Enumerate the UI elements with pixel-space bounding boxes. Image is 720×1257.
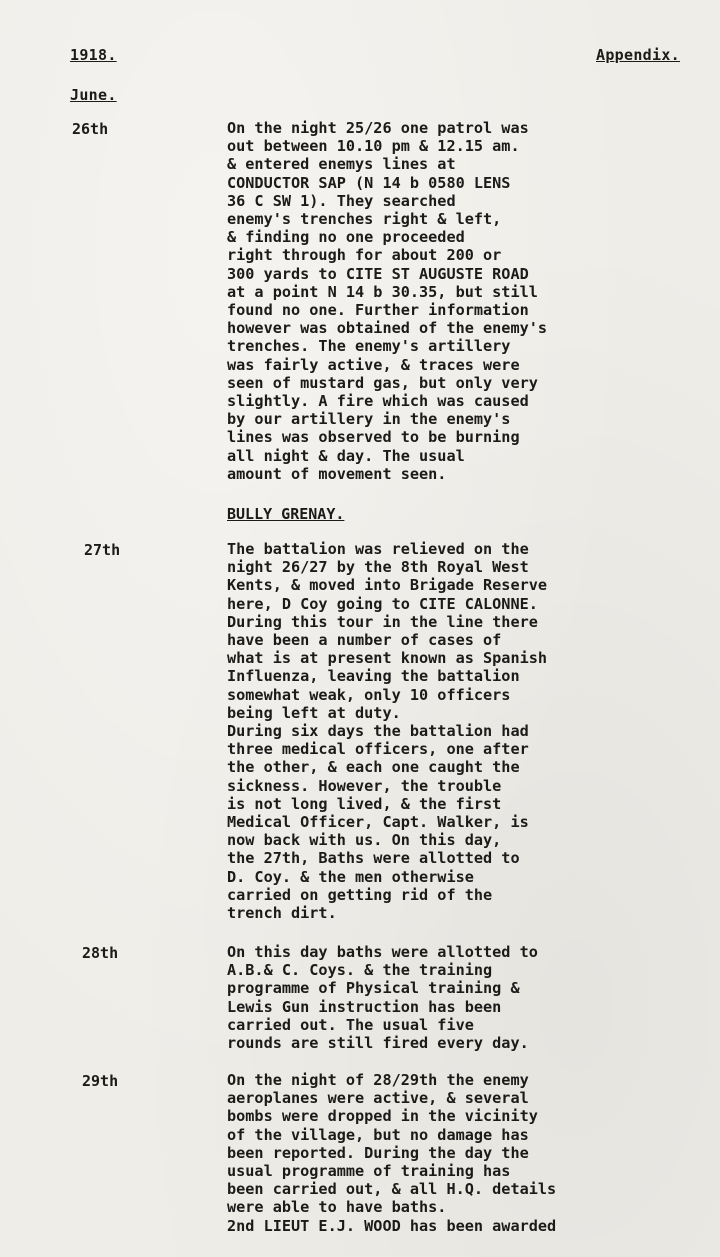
text-line: however was obtained of the enemy's (227, 319, 548, 338)
text-line: usual programme of training has (227, 1162, 511, 1181)
text-line: Influenza, leaving the battalion (227, 667, 520, 686)
text-line: rounds are still fired every day. (227, 1034, 529, 1053)
text-line: Kents, & moved into Brigade Reserve (227, 576, 548, 595)
text-line: slightly. A fire which was caused (227, 392, 529, 411)
text-line: were able to have baths. (227, 1198, 447, 1217)
place-heading: BULLY GRENAY. (227, 505, 345, 523)
text-line: found no one. Further information (227, 301, 529, 320)
text-line: 300 yards to CITE ST AUGUSTE ROAD (227, 264, 529, 283)
text-line: somewhat weak, only 10 officers (227, 685, 511, 704)
text-line: 36 C SW 1). They searched (227, 191, 456, 210)
text-line: Medical Officer, Capt. Walker, is (227, 813, 529, 832)
text-line: here, D Coy going to CITE CALONNE. (227, 594, 538, 613)
text-line: CONDUCTOR SAP (N 14 b 0580 LENS (227, 173, 511, 192)
entry-date-27th: 27th (84, 541, 121, 559)
text-line: During this tour in the line there (227, 612, 538, 631)
text-line: sickness. However, the trouble (227, 776, 502, 795)
text-line: On the night 25/26 one patrol was (227, 119, 529, 137)
text-line: D. Coy. & the men otherwise (227, 867, 474, 886)
text-line: The battalion was relieved on the (227, 540, 529, 558)
text-line: is not long lived, & the first (227, 794, 502, 813)
text-line: what is at present known as Spanish (227, 649, 548, 668)
text-line: seen of mustard gas, but only very (227, 373, 538, 392)
text-line: On this day baths were allotted to (227, 943, 538, 961)
entry-date-26th: 26th (72, 120, 109, 138)
text-line: aeroplanes were active, & several (227, 1089, 529, 1108)
text-line: been carried out, & all H.Q. details (227, 1180, 557, 1199)
text-line: amount of movement seen. (227, 464, 447, 483)
text-line: of the village, but no damage has (227, 1125, 529, 1144)
text-line: the other, & each one caught the (227, 758, 520, 777)
text-line: three medical officers, one after (227, 740, 529, 759)
text-line: trench dirt. (227, 904, 337, 923)
entry-text-27th (227, 540, 547, 922)
text-line: enemy's trenches right & left, (227, 210, 502, 229)
entry-date-29th: 29th (82, 1072, 119, 1090)
text-line: out between 10.10 pm & 12.15 am. (227, 137, 520, 156)
text-line: have been a number of cases of (227, 631, 502, 650)
text-line: 2nd LIEUT E.J. WOOD has been awarded (227, 1216, 557, 1235)
text-line: & finding no one proceeded (227, 228, 465, 247)
appendix-heading: Appendix. (596, 46, 680, 64)
text-line: A.B.& C. Coys. & the training (227, 961, 493, 980)
text-line: lines was observed to be burning (227, 428, 520, 447)
text-line: Lewis Gun instruction has been (227, 997, 502, 1016)
entry-date-28th: 28th (82, 944, 119, 962)
entry-text-28th (227, 943, 538, 1052)
entry-text-29th (227, 1071, 556, 1235)
text-line: trenches. The enemy's artillery (227, 337, 511, 356)
text-line: carried on getting rid of the (227, 885, 493, 904)
text-line: night 26/27 by the 8th Royal West (227, 558, 529, 577)
text-line: by our artillery in the enemy's (227, 410, 511, 429)
year-heading: 1918. (70, 46, 117, 64)
text-line: programme of Physical training & (227, 979, 520, 998)
text-line: On the night of 28/29th the enemy (227, 1071, 529, 1089)
entry-text-26th (227, 119, 547, 483)
text-line: During six days the battalion had (227, 722, 529, 741)
text-line: bombs were dropped in the vicinity (227, 1107, 538, 1126)
text-line: all night & day. The usual (227, 446, 465, 465)
text-line: the 27th, Baths were allotted to (227, 849, 520, 868)
text-line: now back with us. On this day, (227, 831, 502, 850)
text-line: right through for about 200 or (227, 246, 502, 265)
text-line: been reported. During the day the (227, 1143, 529, 1162)
text-line: being left at duty. (227, 703, 401, 722)
text-line: carried out. The usual five (227, 1015, 474, 1034)
text-line: & entered enemys lines at (227, 155, 456, 174)
month-heading: June. (70, 86, 117, 104)
text-line: was fairly active, & traces were (227, 355, 520, 374)
text-line: at a point N 14 b 30.35, but still (227, 282, 538, 301)
